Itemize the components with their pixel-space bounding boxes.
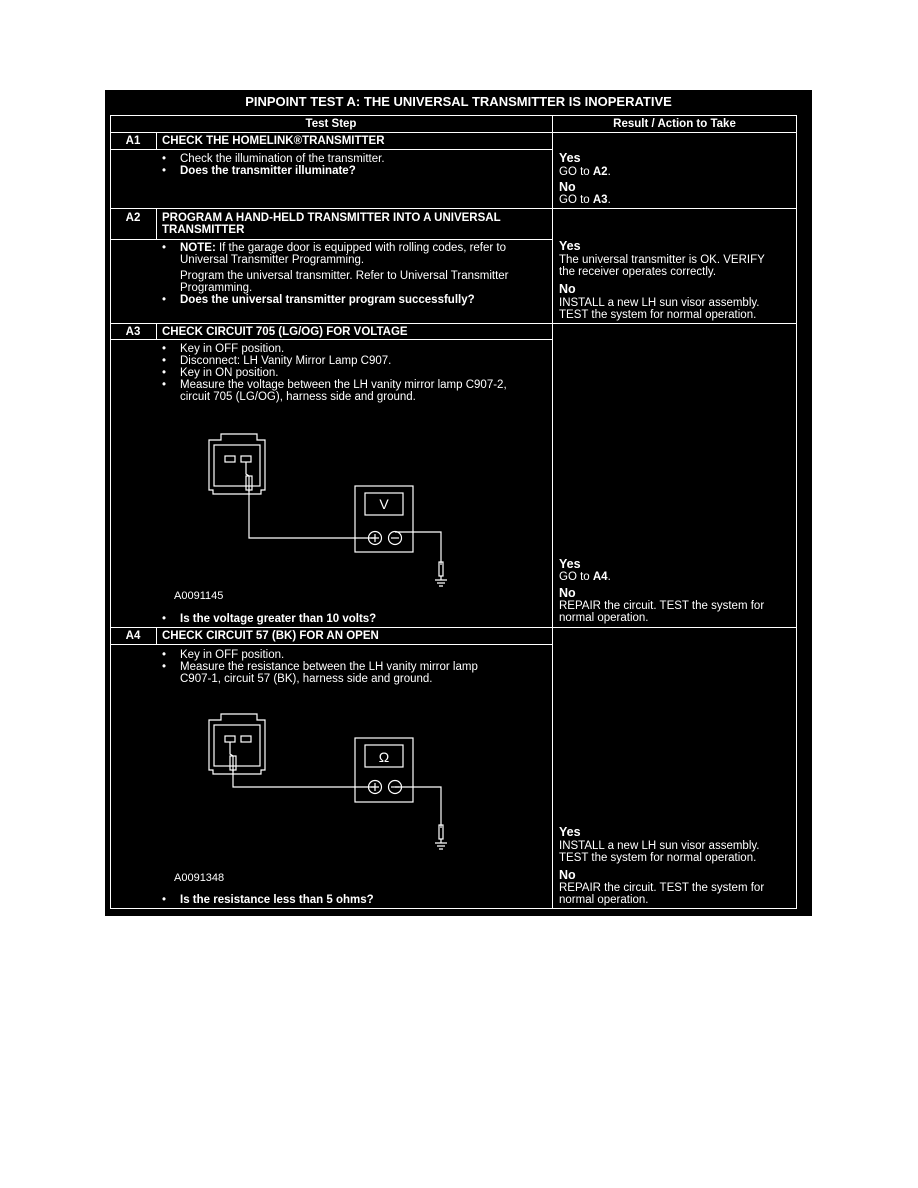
step-heading-a1: CHECK THE HOMELINK®TRANSMITTER <box>162 135 385 147</box>
connector-pin <box>241 456 251 462</box>
plus-sign <box>371 534 379 542</box>
program-line2-a2: Programming. <box>180 282 253 294</box>
result-yes-text-a3: GO to A4. <box>559 571 611 583</box>
a3-a4-line <box>110 627 797 628</box>
step-question-a2: Does the universal transmitter program successfully? <box>180 294 475 306</box>
a1-heading-line <box>110 149 553 150</box>
bullet: • <box>162 649 167 661</box>
note-text-a2: NOTE: If the garage door is equipped with rolling codes, refer to <box>180 242 507 254</box>
bullet: • <box>162 294 167 306</box>
meter-symbol: Ω <box>378 749 390 765</box>
a2-a3-line <box>110 323 797 324</box>
a1-a2-line <box>110 208 797 209</box>
pinpoint-test-sheet <box>105 90 812 916</box>
frame-top-line <box>110 115 797 116</box>
result-yes-line2-a4: TEST the system for normal operation. <box>559 852 757 864</box>
result-no-label: No <box>559 868 576 882</box>
column-header-test-step: Test Step <box>305 118 357 130</box>
result-no-text-a1: GO to A3. <box>559 194 611 206</box>
column-header-result: Result / Action to Take <box>613 118 736 130</box>
meter-body <box>355 738 413 802</box>
ground-icon <box>435 839 447 849</box>
step-heading-a4: CHECK CIRCUIT 57 (BK) FOR AN OPEN <box>162 630 379 642</box>
result-yes-label: Yes <box>559 239 581 253</box>
bullet: • <box>162 153 167 165</box>
program-line1-a2: Program the universal transmitter. Refer to Universal Transmitter <box>180 270 509 282</box>
step-question-a4: Is the resistance less than 5 ohms? <box>180 894 374 906</box>
step-item: Key in OFF position. <box>180 649 285 661</box>
result-no-line1-a4: REPAIR the circuit. TEST the system for <box>559 882 765 894</box>
frame-right-line <box>796 115 797 909</box>
step-heading-a2-line1: PROGRAM A HAND-HELD TRANSMITTER INTO A UNIVERSAL <box>162 212 501 224</box>
a1-id-divider <box>156 132 157 149</box>
step-id-a4: A4 <box>125 630 141 642</box>
connector-pin <box>225 736 235 742</box>
a4-heading-line <box>110 644 553 645</box>
step-item: Check the illumination of the transmitter. <box>180 153 385 165</box>
result-yes-label: Yes <box>559 557 581 571</box>
a4-id-divider <box>156 627 157 644</box>
step-item: Key in ON position. <box>180 367 279 379</box>
result-no-line2-a4: normal operation. <box>559 894 649 906</box>
connector-face <box>214 445 260 486</box>
step-item: Measure the resistance between the LH vanity mirror lamp <box>180 661 478 673</box>
bullet: • <box>162 165 167 177</box>
note-line2-a2: Universal Transmitter Programming. <box>180 254 365 266</box>
bullet: • <box>162 894 167 906</box>
plus-sign <box>371 783 379 791</box>
bullet: • <box>162 242 167 254</box>
step-heading-a2-line2: TRANSMITTER <box>162 224 245 236</box>
connector-face <box>214 725 260 766</box>
bullet: • <box>162 355 167 367</box>
result-no-line1-a2: INSTALL a new LH sun visor assembly. <box>559 297 760 309</box>
result-no-label: No <box>559 282 576 296</box>
frame-left-line <box>110 115 111 909</box>
result-yes-label: Yes <box>559 825 581 839</box>
result-no-line2-a3: normal operation. <box>559 612 649 624</box>
connector-housing <box>209 714 265 774</box>
column-divider <box>552 115 553 909</box>
a2-heading-line <box>110 239 553 240</box>
result-yes-line1-a2: The universal transmitter is OK. VERIFY <box>559 254 765 266</box>
a2-id-divider <box>156 208 157 239</box>
step-id-a1: A1 <box>125 135 141 147</box>
frame-bottom-line <box>110 908 797 909</box>
result-yes-text-a1: GO to A2. <box>559 166 611 178</box>
result-yes-line2-a2: the receiver operates correctly. <box>559 266 717 278</box>
figure-id-a4: A0091348 <box>174 872 225 884</box>
step-question-a3: Is the voltage greater than 10 volts? <box>180 613 377 625</box>
ground-icon <box>435 576 447 586</box>
connector-pin <box>241 736 251 742</box>
bullet: • <box>162 343 167 355</box>
ground-lead <box>395 787 441 828</box>
bullet: • <box>162 367 167 379</box>
figure-id-a3: A0091145 <box>174 590 224 602</box>
step-item-continued: circuit 705 (LG/OG), harness side and ground. <box>180 391 416 403</box>
bullet: • <box>162 379 167 391</box>
positive-lead <box>233 770 375 787</box>
connector-pin <box>225 456 235 462</box>
step-item: Key in OFF position. <box>180 343 285 355</box>
step-id-a2: A2 <box>125 212 141 224</box>
connector-housing <box>209 434 265 494</box>
result-no-line2-a2: TEST the system for normal operation. <box>559 309 757 321</box>
step-item: Measure the voltage between the LH vanity mirror lamp C907-2, <box>180 379 507 391</box>
step-item-continued: C907-1, circuit 57 (BK), harness side and ground. <box>180 673 433 685</box>
result-no-label: No <box>559 180 576 194</box>
result-yes-line1-a4: INSTALL a new LH sun visor assembly. <box>559 840 760 852</box>
result-yes-label: Yes <box>559 151 581 165</box>
step-id-a3: A3 <box>125 326 141 338</box>
step-question-a1: Does the transmitter illuminate? <box>180 165 356 177</box>
result-no-line1-a3: REPAIR the circuit. TEST the system for <box>559 600 765 612</box>
bullet: • <box>162 661 167 673</box>
ohmmeter-diagram <box>205 710 455 885</box>
positive-lead <box>249 490 375 538</box>
page-title: PINPOINT TEST A: THE UNIVERSAL TRANSMITTER IS INOPERATIVE <box>245 94 672 109</box>
step-item: Disconnect: LH Vanity Mirror Lamp C907. <box>180 355 392 367</box>
a3-heading-line <box>110 339 553 340</box>
a3-id-divider <box>156 323 157 339</box>
bullet: • <box>162 613 167 625</box>
meter-symbol: V <box>379 496 389 512</box>
header-divider <box>110 132 797 133</box>
result-no-label: No <box>559 586 576 600</box>
step-heading-a3: CHECK CIRCUIT 705 (LG/OG) FOR VOLTAGE <box>162 326 408 338</box>
voltmeter-diagram <box>205 430 455 605</box>
